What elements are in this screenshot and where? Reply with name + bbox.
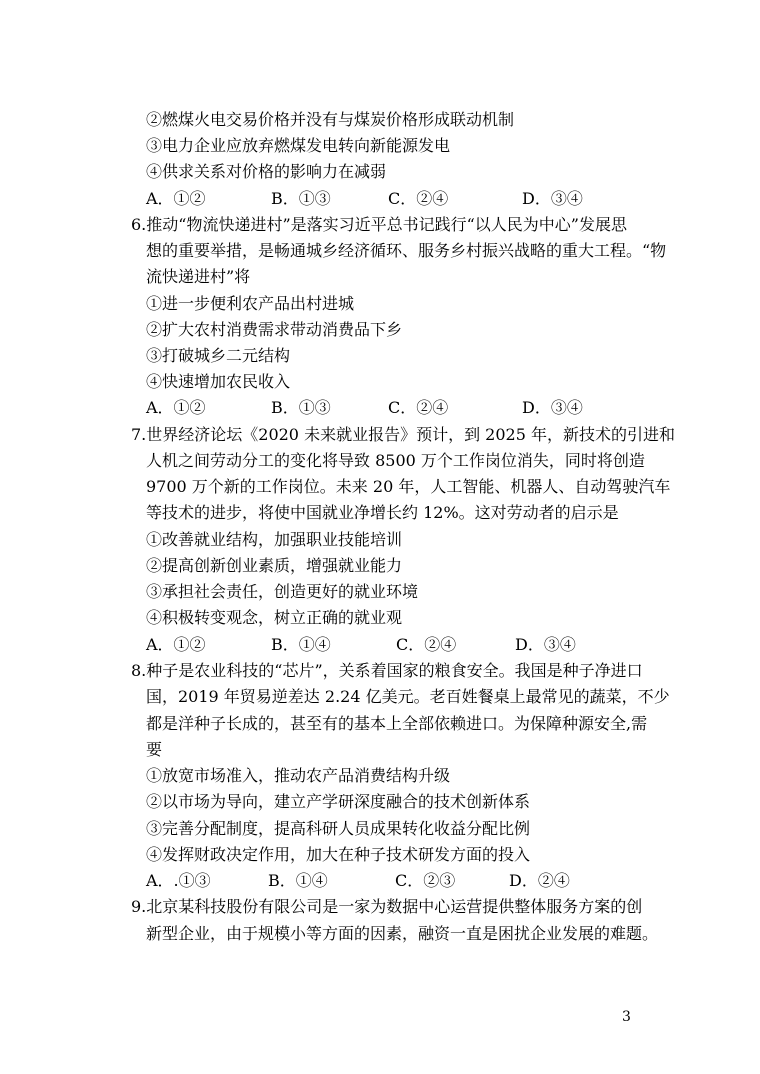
q8-item-3: ③完善分配制度，提高科研人员成果转化收益分配比例 — [146, 819, 531, 838]
q7-item-1: ①改善就业结构，加强职业技能培训 — [146, 530, 403, 549]
q8-option-a: A．.①③ — [146, 871, 211, 890]
q6-stem-line-2: 想的重要举措，是畅通城乡经济循环、服务乡村振兴战略的重大工程。“物 — [146, 241, 667, 260]
q7-item-4: ④积极转变观念，树立正确的就业观 — [146, 608, 403, 627]
q8-stem-line-4: 要 — [146, 740, 163, 759]
q5-item-3: ③电力企业应放弃燃煤发电转向新能源发电 — [146, 136, 451, 155]
q8-option-d: D．②④ — [509, 871, 570, 890]
q5-options — [146, 189, 706, 209]
q5-item-2: ②燃煤火电交易价格并没有与煤炭价格形成联动机制 — [146, 110, 515, 129]
q6-item-2: ②扩大农村消费需求带动消费品下乡 — [146, 320, 403, 339]
q6-option-b: B．①③ — [271, 398, 331, 417]
q5-item-4: ④供求关系对价格的影响力在减弱 — [146, 162, 387, 181]
q7-option-b: B．①④ — [271, 635, 331, 654]
q6-option-a: A．①② — [146, 398, 206, 417]
q8-stem-line-3: 都是洋种子长成的，甚至有的基本上全部依赖进口。为保障种源安全,需 — [146, 714, 648, 733]
q6-option-c: C．②④ — [388, 398, 449, 417]
q6-option-d: D．③④ — [522, 398, 583, 417]
q5-option-d: D．③④ — [522, 189, 583, 208]
q8-stem-line-2: 国，2019 年贸易逆差达 2.24 亿美元。老百姓餐桌上最常见的蔬菜，不少 — [146, 687, 670, 706]
q6-stem-line-1: 6.推动“物流快递进村”是落实习近平总书记践行“以人民为中心”发展思 — [131, 215, 627, 234]
q5-option-a: A．①② — [146, 189, 206, 208]
q8-item-2: ②以市场为导向，建立产学研深度融合的技术创新体系 — [146, 792, 531, 811]
q8-item-4: ④发挥财政决定作用，加大在种子技术研发方面的投入 — [146, 845, 531, 864]
q7-option-c: C．②④ — [396, 635, 457, 654]
q7-options — [146, 635, 706, 655]
q7-stem-line-4: 等技术的进步，将使中国就业净增长约 12%。这对劳动者的启示是 — [146, 503, 619, 522]
q8-option-c: C．②③ — [395, 871, 456, 890]
q7-item-3: ③承担社会责任，创造更好的就业环境 — [146, 582, 419, 601]
q9-stem-line-2: 新型企业，由于规模小等方面的因素，融资一直是困扰企业发展的难题。 — [146, 924, 659, 943]
q7-option-d: D．③④ — [515, 635, 576, 654]
q6-item-3: ③打破城乡二元结构 — [146, 346, 291, 365]
q8-options — [146, 871, 706, 891]
q5-option-b: B．①③ — [271, 189, 331, 208]
q5-option-c: C．②④ — [388, 189, 449, 208]
q9-stem-line-1: 9.北京某科技股份有限公司是一家为数据中心运营提供整体服务方案的创 — [131, 897, 643, 916]
q6-item-1: ①进一步便利农产品出村进城 — [146, 294, 355, 313]
q6-options — [146, 398, 706, 418]
q7-stem-line-2: 人机之间劳动分工的变化将导致 8500 万个工作岗位消失，同时将创造 — [146, 451, 645, 470]
q8-option-b: B．①④ — [268, 871, 328, 890]
q8-stem-line-1: 8.种子是农业科技的“芯片”，关系着国家的粮食安全。我国是种子净进口 — [131, 661, 643, 680]
q7-stem-line-1: 7.世界经济论坛《2020 未来就业报告》预计，到 2025 年，新技术的引进和 — [131, 425, 675, 444]
page-number: 3 — [622, 1009, 631, 1025]
q7-stem-line-3: 9700 万个新的工作岗位。未来 20 年，人工智能、机器人、自动驾驶汽车 — [146, 477, 671, 496]
q8-item-1: ①放宽市场准入，推动农产品消费结构升级 — [146, 766, 451, 785]
q7-option-a: A．①② — [146, 635, 206, 654]
q6-item-4: ④快速增加农民收入 — [146, 372, 291, 391]
q7-item-2: ②提高创新创业素质，增强就业能力 — [146, 556, 403, 575]
q6-stem-line-3: 流快递进村”将 — [146, 267, 251, 286]
